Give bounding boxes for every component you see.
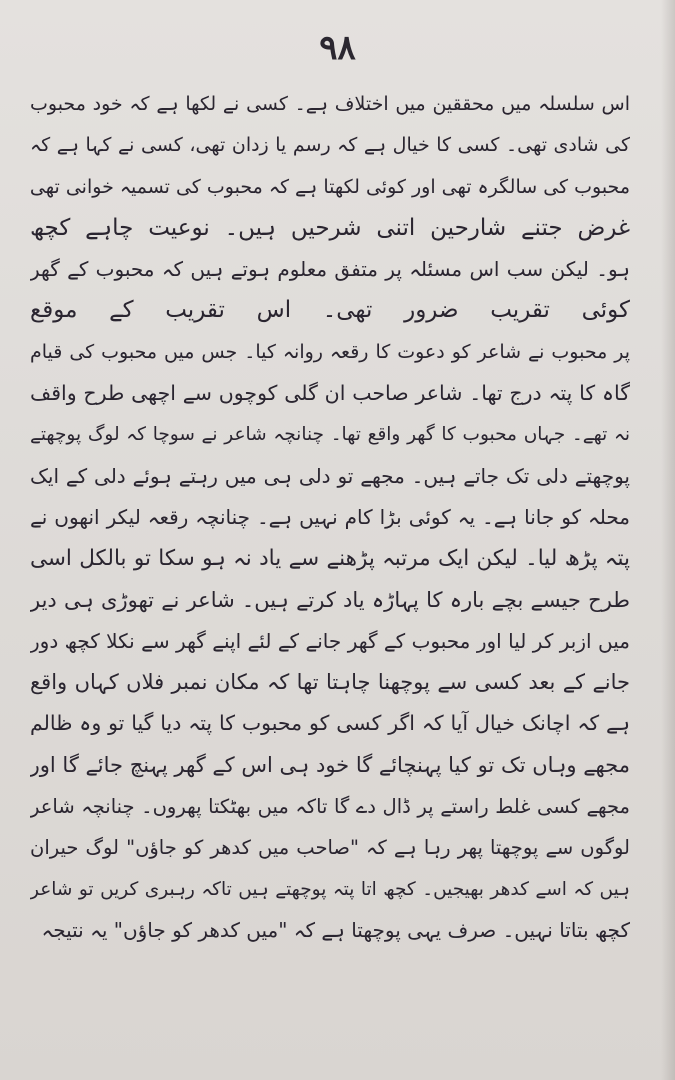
text-line: غرض جتنے شارحین اتنی شرحیں ہیں۔ نوعیت چاہے کچھ — [30, 214, 630, 241]
page-number: ۹۸ — [319, 28, 356, 68]
text-line: ہے کہ اچانک خیال آیا کہ اگر کسی کو محبوب کا پتہ دیا گیا تو وہ ظالم — [30, 711, 630, 736]
text-line: کوئی تقریب ضرور تھی۔ اس تقریب کے موقع — [30, 297, 630, 324]
text-line: محبوب کی سالگرہ تھی اور کوئی لکھتا ہے کہ محبوب کی تسمیہ خوانی تھی — [30, 175, 630, 198]
text-line: پر محبوب نے شاعر کو دعوت کا رقعہ روانہ کیا۔ جس میں محبوب کی قیام — [30, 340, 630, 363]
text-line: کچھ بتاتا نہیں۔ صرف یہی پوچھتا ہے کہ "میں کدھر کو جاؤں" یہ نتیجہ — [41, 917, 630, 942]
page-edge-shadow — [661, 0, 675, 1080]
text-line: محلہ کو جانا ہے۔ یہ کوئی بڑا کام نہیں ہے۔ چنانچہ رقعہ لیکر انھوں نے — [30, 504, 630, 529]
text-line: کی شادی تھی۔ کسی کا خیال ہے کہ رسم یا زدان تھی، کسی نے کہا ہے کہ — [30, 134, 630, 157]
text-line: گاہ کا پتہ درج تھا۔ شاعر صاحب ان گلی کوچوں سے اچھی طرح واقف — [30, 381, 630, 406]
text-line: جانے کے بعد کسی سے پوچھنا چاہتا تھا کہ مکان نمبر فلاں کہاں واقع — [30, 670, 630, 695]
text-line: پتہ پڑھ لیا۔ لیکن ایک مرتبہ پڑھنے سے یاد نہ ہو سکا تو بالکل اسی — [30, 546, 630, 572]
text-line: میں ازبر کر لیا اور محبوب کے گھر جانے کے لئے اپنے گھر سے نکلا کچھ دور — [30, 628, 630, 653]
text-line: لوگوں سے پوچھتا پھر رہا ہے کہ "صاحب میں کدھر کو جاؤں" لوگ حیران — [30, 836, 630, 860]
text-line: اس سلسلہ میں محققین میں اختلاف ہے۔ کسی نے لکھا ہے کہ خود محبوب — [30, 93, 630, 115]
text-line: ہیں کہ اسے کدھر بھیجیں۔ کچھ اتا پتہ پوچھتے ہیں تاکہ رہبری کریں تو شاعر — [30, 878, 630, 900]
text-line: طرح جیسے بچے بارہ کا پہاڑہ یاد کرتے ہیں۔ شاعر نے تھوڑی ہی دیر — [30, 587, 630, 612]
text-line: پوچھتے دلی تک جاتے ہیں۔ مجھے تو دلی ہی میں رہتے ہوئے دلی کے ایک — [30, 463, 630, 488]
text-line: نہ تھے۔ جہاں محبوب کا گھر واقع تھا۔ چنانچہ شاعر نے سوچا کہ لوگ پوچھتے — [30, 424, 630, 446]
text-line: مجھے وہاں تک تو کیا پہنچائے گا خود ہی اس کے گھر پہنچ جائے گا اور — [30, 752, 630, 777]
text-line: مجھے کسی غلط راستے پر ڈال دے گا تاکہ میں بھٹکتا پھروں۔ چنانچہ شاعر — [30, 795, 630, 819]
text-line: ہو۔ لیکن سب اس مسئلہ پر متفق معلوم ہوتے ہیں کہ محبوب کے گھر — [30, 257, 630, 282]
urdu-text-body — [30, 84, 630, 951]
